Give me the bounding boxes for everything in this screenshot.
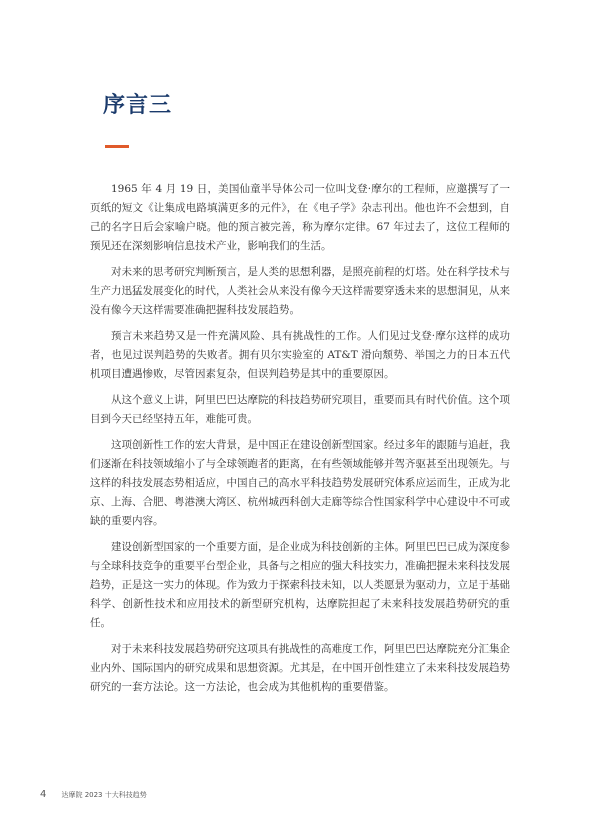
footer-text: 达摩院 2023 十大科技趋势 bbox=[61, 791, 147, 799]
page-number: 4 bbox=[40, 789, 47, 800]
paragraph: 1965 年 4 月 19 日，美国仙童半导体公司一位叫戈登·摩尔的工程师，应邀撰写了一页纸的短文《让集成电路填满更多的元件》，在《电子学》杂志刊出。他也许不会想到，自己的名字日后会家喻户晓。他的预言被完善，称为摩尔定律。67 年过去了，这位工程师的预见还在深刻影响信息技术产业，影响我们的生活。 bbox=[90, 183, 510, 252]
paragraph: 对未来的思考研究判断预言，是人类的思想利器，是照亮前程的灯塔。处在科学技术与生产力迅猛发展变化的时代，人类社会从来没有像今天这样需要穿透未来的思想洞见，从来没有像今天这样需要准确把握科技发展趋势。 bbox=[90, 266, 510, 316]
paragraph: 从这个意义上讲，阿里巴巴达摩院的科技趋势研究项目，重要而具有时代价值。这个项目到今天已经坚持五年，难能可贵。 bbox=[90, 394, 510, 425]
title-accent-bar bbox=[105, 145, 129, 148]
body-text bbox=[90, 180, 510, 704]
paragraph: 建设创新型国家的一个重要方面，是企业成为科技创新的主体。阿里巴巴已成为深度参与全球科技竞争的重要平台型企业，具备与之相应的强大科技实力，准确把握未来科技发展趋势，正是这一实力的体现。作为致力于探索科技未知，以人类愿景为驱动力，立足于基础科学、创新性技术和应用技术的新型研究机构，达摩院担起了未来科技发展趋势研究的重任。 bbox=[90, 541, 510, 629]
page-title: 序言三 bbox=[103, 93, 173, 118]
paragraph: 对于未来科技发展趋势研究这项具有挑战性的高难度工作，阿里巴巴达摩院充分汇集企业内外、国际国内的研究成果和思想资源。尤其是，在中国开创性建立了未来科技发展趋势研究的一套方法论。这一方法论，也会成为其他机构的重要借鉴。 bbox=[90, 643, 510, 693]
page-footer bbox=[40, 782, 147, 801]
paragraph: 预言未来趋势又是一件充满风险、具有挑战性的工作。人们见过戈登·摩尔这样的成功者，也见过误判趋势的失败者。拥有贝尔实验室的 AT&T 滑向颓势、举国之力的日本五代机项目遭遇惨败，尽管因素复杂，但误判趋势是其中的重要原因。 bbox=[90, 330, 510, 380]
paragraph: 这项创新性工作的宏大背景，是中国正在建设创新型国家。经过多年的跟随与追赶，我们逐渐在科技领域缩小了与全球领跑者的距离，在有些领域能够并驾齐驱甚至出现领先。与这样的科技发展态势相适应，中国自己的高水平科技趋势发展研究体系应运而生，正成为北京、上海、合肥、粤港澳大湾区、杭州城西科创大走廊等综合性国家科学中心建设中不可或缺的重要内容。 bbox=[90, 439, 510, 527]
